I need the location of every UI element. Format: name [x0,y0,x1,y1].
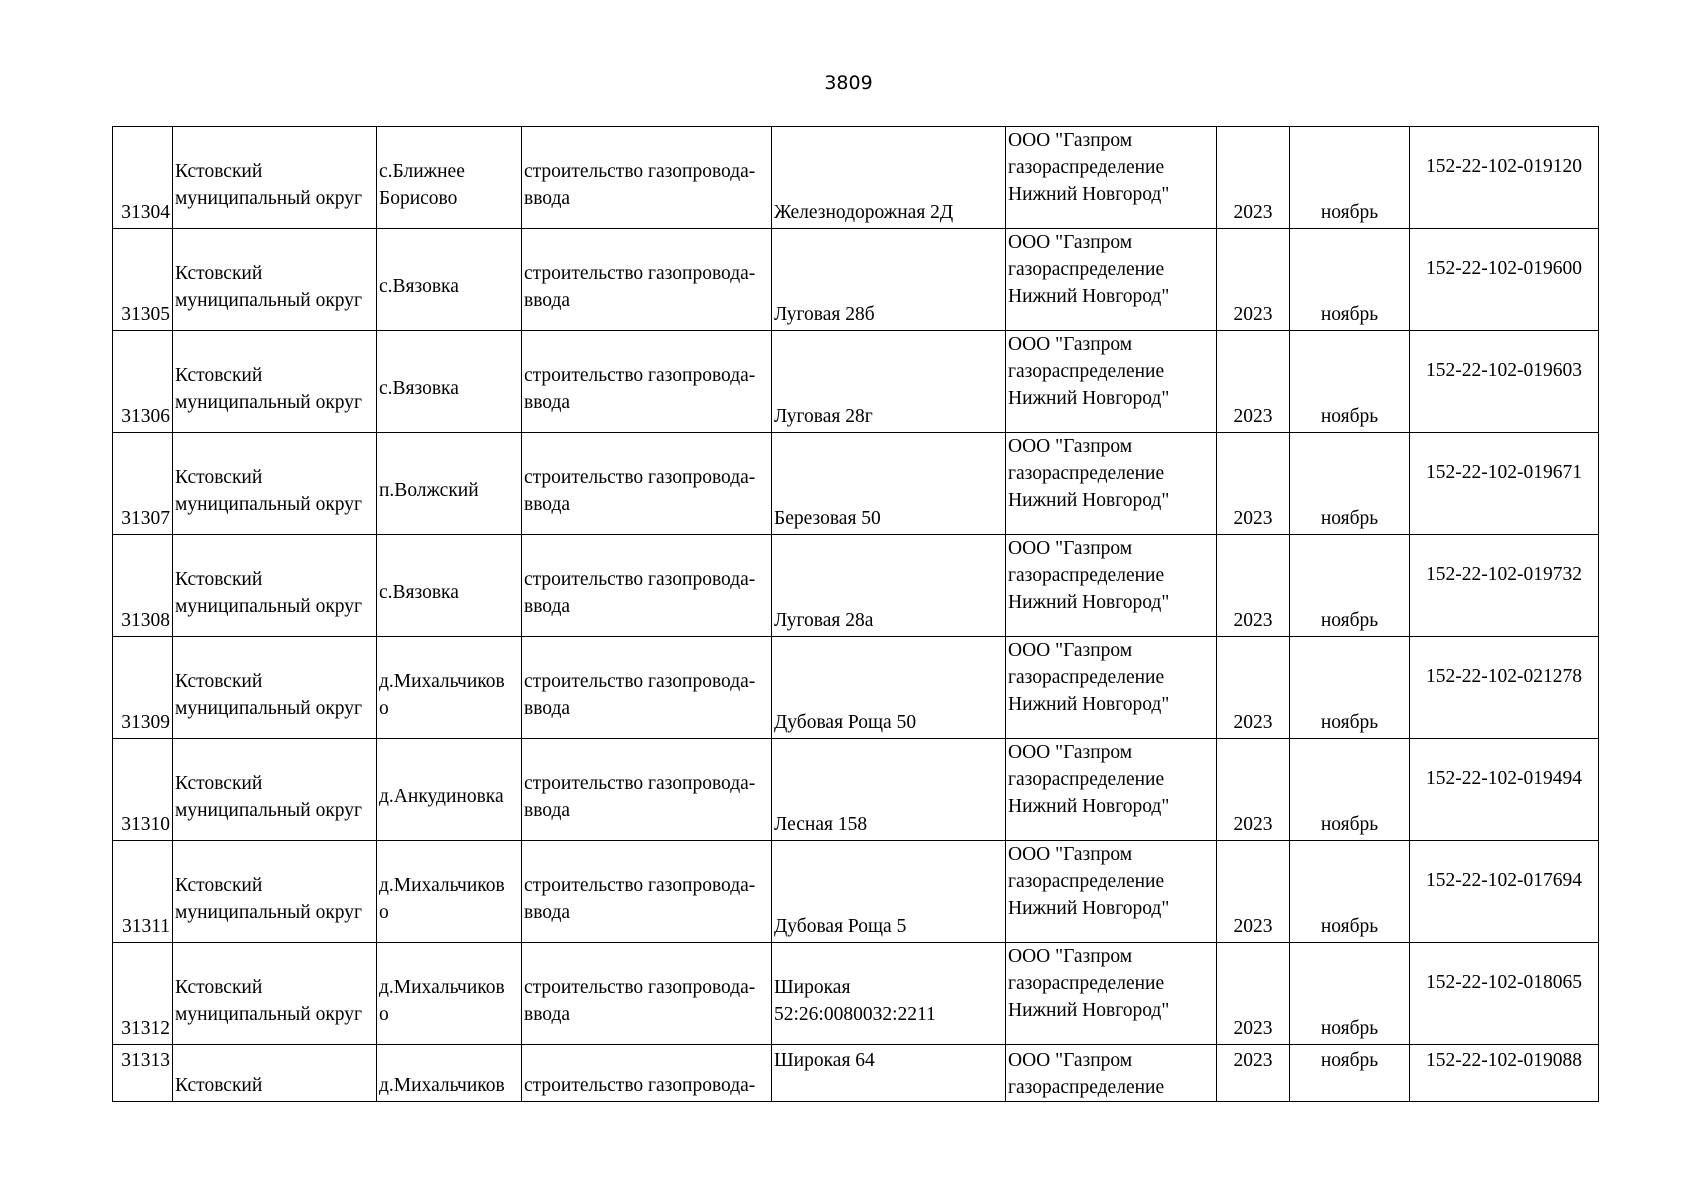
code-cell: 152-22-102-019600 [1410,229,1599,331]
settlement-cell: д.Михальчиков о [377,637,522,739]
code-cell: 152-22-102-019494 [1410,739,1599,841]
month-cell: ноябрь [1290,943,1410,1045]
year-cell: 2023 [1217,943,1290,1045]
year-cell: 2023 [1217,331,1290,433]
address-cell: Дубовая Роща 50 [772,637,1006,739]
settlement-cell: с.Вязовка [377,331,522,433]
settlement-cell: д.Михальчиков о [377,943,522,1045]
row-number: 31310 [113,739,173,841]
district-cell: Кстовский муниципальный округ [173,637,377,739]
month-cell: ноябрь [1290,1045,1410,1102]
year-cell: 2023 [1217,535,1290,637]
code-cell: 152-22-102-019732 [1410,535,1599,637]
address-cell: Березовая 50 [772,433,1006,535]
year-cell: 2023 [1217,739,1290,841]
settlement-cell: с.Вязовка [377,535,522,637]
month-cell: ноябрь [1290,841,1410,943]
settlement-cell: п.Волжский [377,433,522,535]
table-row [113,637,1599,739]
address-cell: Дубовая Роща 5 [772,841,1006,943]
year-cell: 2023 [1217,637,1290,739]
organization-cell: ООО "Газпром газораспределение Нижний Новгород" [1006,331,1217,433]
month-cell: ноябрь [1290,535,1410,637]
district-cell: Кстовский муниципальный округ [173,841,377,943]
month-cell: ноябрь [1290,433,1410,535]
settlement-cell: д.Михальчиков [377,1045,522,1102]
address-cell: Луговая 28г [772,331,1006,433]
year-cell: 2023 [1217,433,1290,535]
row-number: 31312 [113,943,173,1045]
page-number: 3809 [824,72,873,94]
address-cell: Широкая 64 [772,1045,1006,1102]
work-type-cell: строительство газопровода- ввода [522,331,772,433]
table-row [113,1045,1599,1102]
district-cell: Кстовский муниципальный округ [173,535,377,637]
organization-cell: ООО "Газпром газораспределение Нижний Новгород" [1006,739,1217,841]
gas-connection-table [112,126,1599,1102]
district-cell: Кстовский [173,1045,377,1102]
work-type-cell: строительство газопровода- ввода [522,739,772,841]
year-cell: 2023 [1217,127,1290,229]
organization-cell: ООО "Газпром газораспределение Нижний Новгород" [1006,127,1217,229]
district-cell: Кстовский муниципальный округ [173,229,377,331]
work-type-cell: строительство газопровода- ввода [522,535,772,637]
district-cell: Кстовский муниципальный округ [173,331,377,433]
organization-cell: ООО "Газпром газораспределение Нижний Новгород" [1006,637,1217,739]
district-cell: Кстовский муниципальный округ [173,739,377,841]
code-cell: 152-22-102-018065 [1410,943,1599,1045]
work-type-cell: строительство газопровода- [522,1045,772,1102]
code-cell: 152-22-102-021278 [1410,637,1599,739]
row-number: 31313 [113,1045,173,1102]
address-cell: Луговая 28а [772,535,1006,637]
row-number: 31308 [113,535,173,637]
month-cell: ноябрь [1290,739,1410,841]
row-number: 31306 [113,331,173,433]
work-type-cell: строительство газопровода- ввода [522,841,772,943]
month-cell: ноябрь [1290,637,1410,739]
table-row [113,433,1599,535]
code-cell: 152-22-102-019671 [1410,433,1599,535]
settlement-cell: с.Вязовка [377,229,522,331]
code-cell: 152-22-102-019120 [1410,127,1599,229]
organization-cell: ООО "Газпром газораспределение Нижний Новгород" [1006,535,1217,637]
address-cell: Широкая 52:26:0080032:2211 [772,943,1006,1045]
district-cell: Кстовский муниципальный округ [173,433,377,535]
table-row [113,127,1599,229]
settlement-cell: д.Анкудиновка [377,739,522,841]
organization-cell: ООО "Газпром газораспределение [1006,1045,1217,1102]
code-cell: 152-22-102-019603 [1410,331,1599,433]
address-cell: Луговая 28б [772,229,1006,331]
address-cell: Железнодорожная 2Д [772,127,1006,229]
row-number: 31304 [113,127,173,229]
table-row [113,943,1599,1045]
row-number: 31309 [113,637,173,739]
table-row [113,229,1599,331]
work-type-cell: строительство газопровода- ввода [522,229,772,331]
month-cell: ноябрь [1290,331,1410,433]
row-number: 31311 [113,841,173,943]
district-cell: Кстовский муниципальный округ [173,943,377,1045]
table-row [113,331,1599,433]
organization-cell: ООО "Газпром газораспределение Нижний Новгород" [1006,229,1217,331]
month-cell: ноябрь [1290,229,1410,331]
month-cell: ноябрь [1290,127,1410,229]
district-cell: Кстовский муниципальный округ [173,127,377,229]
work-type-cell: строительство газопровода- ввода [522,433,772,535]
organization-cell: ООО "Газпром газораспределение Нижний Новгород" [1006,433,1217,535]
code-cell: 152-22-102-019088 [1410,1045,1599,1102]
year-cell: 2023 [1217,841,1290,943]
table-row [113,739,1599,841]
organization-cell: ООО "Газпром газораспределение Нижний Новгород" [1006,841,1217,943]
address-cell: Лесная 158 [772,739,1006,841]
settlement-cell: с.Ближнее Борисово [377,127,522,229]
table-row [113,535,1599,637]
work-type-cell: строительство газопровода- ввода [522,127,772,229]
table-body [113,127,1599,1102]
year-cell: 2023 [1217,229,1290,331]
table-row [113,841,1599,943]
work-type-cell: строительство газопровода- ввода [522,943,772,1045]
work-type-cell: строительство газопровода- ввода [522,637,772,739]
settlement-cell: д.Михальчиков о [377,841,522,943]
row-number: 31307 [113,433,173,535]
year-cell: 2023 [1217,1045,1290,1102]
row-number: 31305 [113,229,173,331]
code-cell: 152-22-102-017694 [1410,841,1599,943]
organization-cell: ООО "Газпром газораспределение Нижний Новгород" [1006,943,1217,1045]
